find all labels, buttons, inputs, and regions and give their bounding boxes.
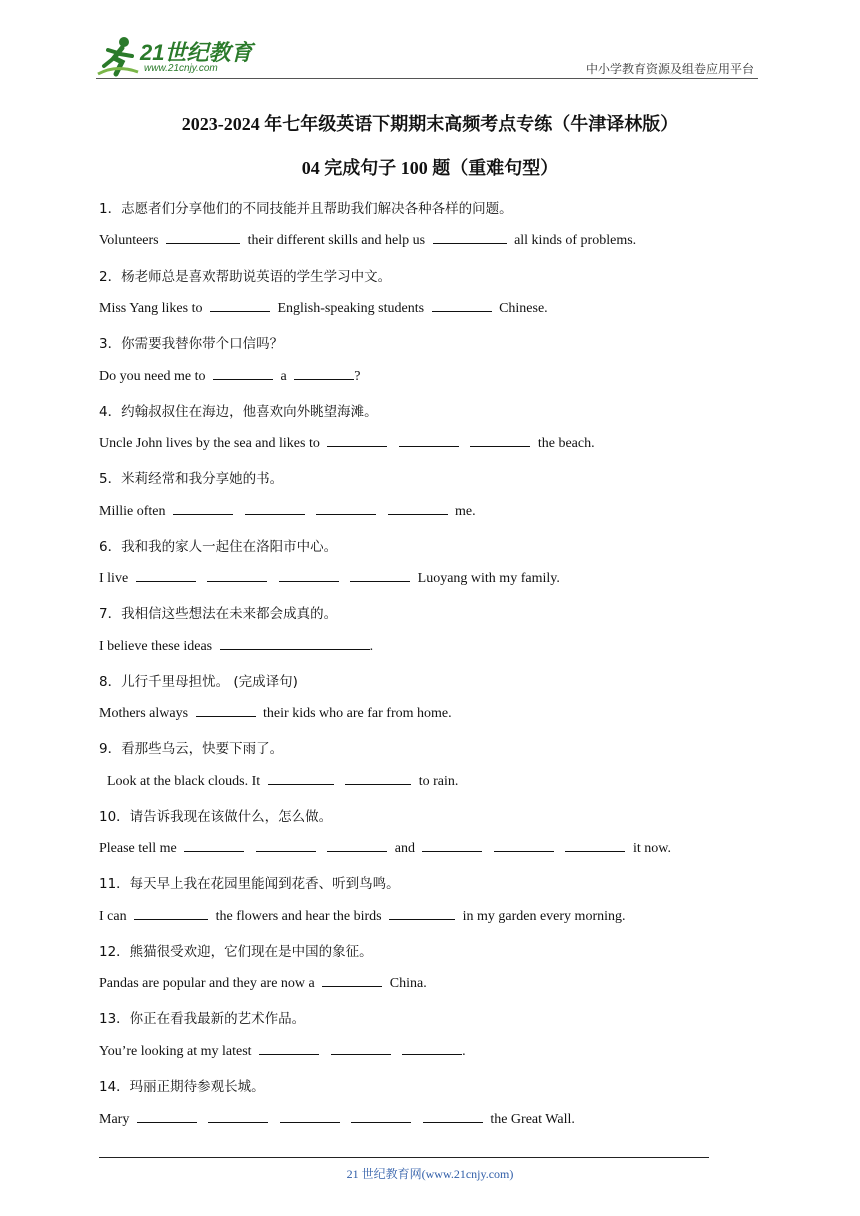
- question-4-english: [99, 434, 759, 452]
- answer-blank[interactable]: [136, 569, 196, 582]
- question-11-chinese: 11．每天早上我在花园里能闻到花香、听到鸟鸣。: [99, 876, 400, 892]
- answer-blank[interactable]: [210, 299, 270, 312]
- answer-blank[interactable]: [208, 1110, 268, 1123]
- text-segment: ?: [354, 369, 361, 384]
- question-10-english: [99, 839, 759, 857]
- logo-url: www.21cnjy.com: [144, 63, 218, 74]
- answer-blank[interactable]: [389, 907, 455, 920]
- question-7-english: [99, 637, 759, 655]
- answer-blank[interactable]: [134, 907, 208, 920]
- text-segment: their kids who are far from home.: [263, 706, 452, 721]
- question-9-english: [107, 772, 767, 790]
- question-12-chinese: 12．熊猫很受欢迎，它们现在是中国的象征。: [99, 944, 373, 960]
- question-5-chinese: 5．米莉经常和我分享她的书。: [99, 471, 284, 487]
- answer-blank[interactable]: [399, 434, 459, 447]
- text-segment: Miss Yang likes to: [99, 301, 203, 316]
- answer-blank[interactable]: [494, 839, 554, 852]
- answer-blank[interactable]: [470, 434, 530, 447]
- text-segment: Volunteers: [99, 233, 159, 248]
- text-segment: .: [369, 639, 374, 654]
- answer-blank[interactable]: [402, 1042, 462, 1055]
- answer-blank[interactable]: [565, 839, 625, 852]
- question-2-english: [99, 299, 759, 317]
- text-segment: I live: [99, 571, 129, 586]
- question-14-english: [99, 1110, 759, 1128]
- text-segment: the beach.: [537, 436, 595, 451]
- site-logo[interactable]: [96, 34, 266, 78]
- answer-blank[interactable]: [433, 231, 507, 244]
- text-segment: Do you need me to: [99, 369, 206, 384]
- text-segment: to rain.: [418, 774, 459, 789]
- answer-blank[interactable]: [207, 569, 267, 582]
- answer-blank[interactable]: [294, 367, 354, 380]
- text-segment: Pandas are popular and they are now a: [99, 976, 315, 991]
- answer-blank[interactable]: [350, 569, 410, 582]
- question-6-chinese: 6．我和我的家人一起住在洛阳市中心。: [99, 539, 338, 555]
- question-10-chinese: 10．请告诉我现在该做什么，怎么做。: [99, 809, 333, 825]
- answer-blank[interactable]: [279, 569, 339, 582]
- answer-blank[interactable]: [137, 1110, 197, 1123]
- answer-blank[interactable]: [432, 299, 492, 312]
- answer-blank[interactable]: [213, 367, 273, 380]
- answer-blank[interactable]: [322, 974, 382, 987]
- question-13-chinese: 13．你正在看我最新的艺术作品。: [99, 1011, 306, 1027]
- text-segment: I believe these ideas: [99, 639, 213, 654]
- answer-blank[interactable]: [422, 839, 482, 852]
- question-1-english: [99, 231, 759, 249]
- answer-blank[interactable]: [220, 637, 370, 650]
- text-segment: .: [462, 1044, 466, 1059]
- question-11-english: [99, 907, 759, 925]
- text-segment: in my garden every morning.: [462, 909, 626, 924]
- answer-blank[interactable]: [268, 772, 334, 785]
- document-subtitle: 04 完成句子 100 题（重难句型）: [301, 158, 559, 178]
- answer-blank[interactable]: [327, 434, 387, 447]
- question-9-chinese: 9．看那些乌云，快要下雨了。: [99, 741, 284, 757]
- text-segment: Uncle John lives by the sea and likes to: [99, 436, 320, 451]
- text-segment: China.: [389, 976, 427, 991]
- answer-blank[interactable]: [245, 502, 305, 515]
- answer-blank[interactable]: [166, 231, 240, 244]
- text-segment: Please tell me: [99, 841, 177, 856]
- text-segment: their different skills and help us: [247, 233, 426, 248]
- text-segment: I can: [99, 909, 127, 924]
- text-segment: English-speaking students: [277, 301, 425, 316]
- text-segment: all kinds of problems.: [514, 233, 637, 248]
- answer-blank[interactable]: [423, 1110, 483, 1123]
- answer-blank[interactable]: [196, 704, 256, 717]
- question-4-chinese: 4．约翰叔叔住在海边，他喜欢向外眺望海滩。: [99, 404, 378, 420]
- runner-logo-icon: [96, 34, 140, 78]
- question-5-english: [99, 502, 759, 520]
- logo-text: 21世纪教育: [140, 40, 253, 65]
- text-segment: the Great Wall.: [490, 1112, 575, 1127]
- text-segment: Mary: [99, 1112, 130, 1127]
- text-segment: You’re looking at my latest: [99, 1044, 252, 1059]
- text-segment: the flowers and hear the birds: [215, 909, 382, 924]
- text-segment: and: [394, 841, 415, 856]
- text-segment: Luoyang with my family.: [417, 571, 560, 586]
- answer-blank[interactable]: [345, 772, 411, 785]
- answer-blank[interactable]: [280, 1110, 340, 1123]
- text-segment: Look at the black clouds. It: [107, 774, 261, 789]
- question-8-english: [99, 704, 759, 722]
- document-title: 2023-2024 年七年级英语下期期末高频考点专练（牛津译林版）: [181, 114, 679, 134]
- question-3-chinese: 3．你需要我替你带个口信吗？: [99, 336, 284, 352]
- question-12-english: [99, 974, 759, 992]
- question-1-chinese: 1．志愿者们分享他们的不同技能并且帮助我们解决各种各样的问题。: [99, 201, 513, 217]
- question-13-english: [99, 1042, 759, 1060]
- text-segment: Chinese.: [499, 301, 548, 316]
- text-segment: a: [280, 369, 287, 384]
- question-8-chinese: 8．儿行千里母担忧。 (完成译句): [99, 674, 298, 690]
- text-segment: it now.: [632, 841, 671, 856]
- answer-blank[interactable]: [173, 502, 233, 515]
- answer-blank[interactable]: [388, 502, 448, 515]
- footer-link[interactable]: 21 世纪教育网(www.21cnjy.com): [346, 1167, 514, 1181]
- answer-blank[interactable]: [184, 839, 244, 852]
- answer-blank[interactable]: [351, 1110, 411, 1123]
- answer-blank[interactable]: [316, 502, 376, 515]
- answer-blank[interactable]: [331, 1042, 391, 1055]
- answer-blank[interactable]: [256, 839, 316, 852]
- platform-name: 中小学教育资源及组卷应用平台: [585, 62, 754, 76]
- page-header: [96, 30, 758, 80]
- answer-blank[interactable]: [259, 1042, 319, 1055]
- text-segment: me.: [455, 504, 476, 519]
- question-3-english: [99, 367, 759, 385]
- footer-divider: [99, 1157, 709, 1158]
- text-segment: Mothers always: [99, 706, 189, 721]
- question-7-chinese: 7．我相信这些想法在未来都会成真的。: [99, 606, 338, 622]
- question-2-chinese: 2．杨老师总是喜欢帮助说英语的学生学习中文。: [99, 269, 392, 285]
- question-6-english: [99, 569, 759, 587]
- answer-blank[interactable]: [327, 839, 387, 852]
- header-divider: [96, 78, 758, 79]
- text-segment: Millie often: [99, 504, 166, 519]
- question-14-chinese: 14．玛丽正期待参观长城。: [99, 1079, 265, 1095]
